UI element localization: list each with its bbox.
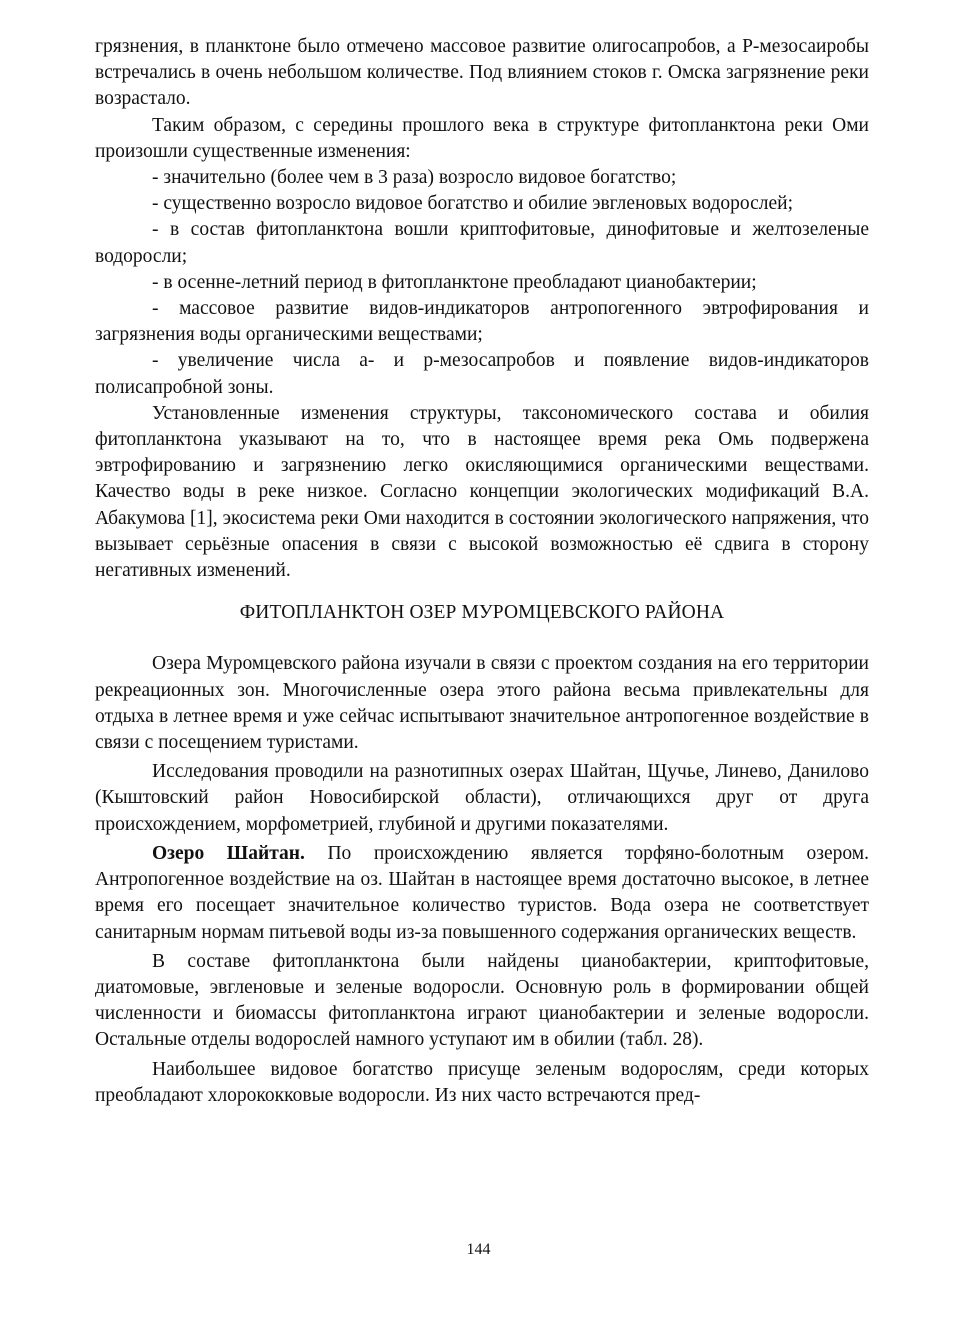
paragraph: Озера Муромцевского района изучали в связи с проектом создания на его территории рекреационных зон. Многочисленные озера этого района весьма привлекательны для отдыха в летнее время и уже сейчас испытывают значительное антропогенное воздействие в связи с посещением туристами. (95, 653, 869, 754)
section-heading: ФИТОПЛАНКТОН ОЗЕР МУРОМЦЕВСКОГО РАЙОНА (239, 602, 725, 624)
page-body (95, 34, 869, 1109)
paragraph: Исследования проводили на разнотипных озерах Шайтан, Щучье, Линево, Данилово (Кыштовский район Новосибирской области), отличающихся друг от друга происхождением, морфометрией, глубиной и другими показателями. (95, 761, 869, 835)
list-item: - массовое развитие видов-индикаторов антропогенного эвтрофирования и загрязнения воды органическими веществами; (95, 298, 869, 346)
page-number: 144 (466, 1241, 491, 1258)
lake-name-bold: Озеро Шайтан. (152, 842, 305, 864)
paragraph: Установленные изменения структуры, таксономического состава и обилия фитопланктона указывают на то, что в настоящее время река Омь подвержена эвтрофированию и загрязнению легко окисляющимися органическими веществами. Качество воды в реке низкое. Согласно концепции экологических модификаций В.А. Абакумова [1], экосистема реки Оми находится в состоянии экологического напряжения, что вызывает серьёзные опасения в связи с высокой возможностью её сдвига в сторону негативных изменений. (95, 402, 869, 582)
paragraph-text: По происхождению является торфяно-болотным озером. Антропогенное воздействие на оз. Шайтан в настоящее время достаточно высокое, в летнее время его посещает значительное количество туристов. Вода озера не соответствует санитарным нормам питьевой воды из-за повышенного содержания органических веществ. (95, 842, 869, 943)
list-item: - в осенне-летний период в фитопланктоне преобладают цианобактерии; (152, 271, 757, 293)
list-item: - увеличение числа а- и р-мезосапробов и появление видов-индикаторов полисапробной зоны. (95, 350, 869, 398)
paragraph: Таким образом, с середины прошлого века в структуре фитопланктона реки Оми произошли существенные изменения: (95, 114, 869, 162)
paragraph: В составе фитопланктона были найдены цианобактерии, криптофитовые, диатомовые, эвгленовые и зеленые водоросли. Основную роль в формировании общей численности и биомассы фитопланктона играют цианобактерии и зеленые водоросли. Остальные отделы водорослей намного уступают им в обилии (табл. 28). (95, 950, 869, 1051)
list-item: - существенно возросло видовое богатство и обилие эвгленовых водорослей; (152, 193, 793, 215)
paragraph: Наибольшее видовое богатство присуще зеленым водорослям, среди которых преобладают хлорококковые водоросли. Из них часто встречаются пред- (95, 1058, 869, 1106)
paragraph (95, 841, 869, 946)
paragraph: грязнения, в планктоне было отмечено массовое развитие олигосапробов, а Р-мезосаиробы встречались в очень небольшом количестве. Под влиянием стоков г. Омска загрязнение реки возрастало. (95, 36, 869, 110)
list-item: - в состав фитопланктона вошли криптофитовые, динофитовые и желтозеленые водоросли; (95, 219, 869, 267)
list-item: - значительно (более чем в 3 раза) возросло видовое богатство; (152, 167, 677, 189)
